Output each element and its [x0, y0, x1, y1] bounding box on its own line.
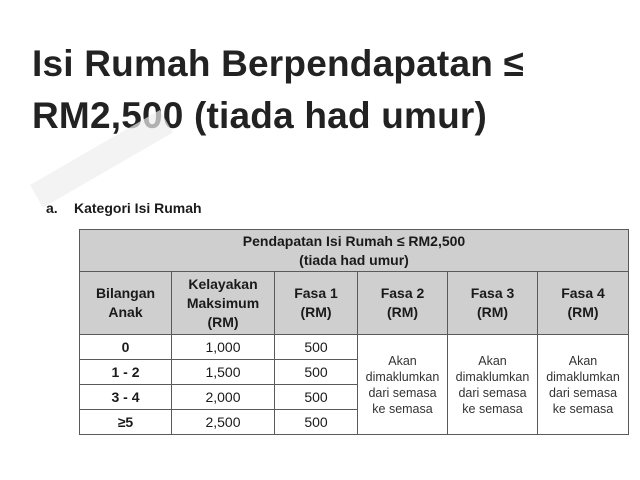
- title-line-2: RM2,500 (tiada had umur): [32, 95, 488, 136]
- column-header-phase-2: Fasa 2 (RM): [358, 272, 448, 335]
- cell-phase-2-note: Akan dimaklumkan dari semasa ke semasa: [358, 335, 448, 435]
- section-heading: [46, 200, 202, 216]
- cell-phase-1: 500: [275, 410, 358, 435]
- page-title: [32, 38, 622, 142]
- column-header-children: Bilangan Anak: [80, 272, 172, 335]
- cell-phase-1: 500: [275, 360, 358, 385]
- column-header-max-eligibility: Kelayakan Maksimum (RM): [172, 272, 275, 335]
- cell-phase-1: 500: [275, 385, 358, 410]
- cell-max-eligibility: 1,000: [172, 335, 275, 360]
- cell-children: 1 - 2: [80, 360, 172, 385]
- section-heading-text: Kategori Isi Rumah: [74, 200, 202, 216]
- cell-max-eligibility: 2,500: [172, 410, 275, 435]
- cell-children: 0: [80, 335, 172, 360]
- cell-max-eligibility: 2,000: [172, 385, 275, 410]
- section-marker: a.: [46, 200, 58, 216]
- title-line-1: Isi Rumah Berpendapatan ≤: [32, 43, 525, 84]
- table-top-header: Pendapatan Isi Rumah ≤ RM2,500 (tiada had umur): [80, 230, 629, 272]
- column-header-phase-4: Fasa 4 (RM): [538, 272, 629, 335]
- cell-phase-3-note: Akan dimaklumkan dari semasa ke semasa: [448, 335, 538, 435]
- table-row: [80, 335, 629, 360]
- cell-phase-1: 500: [275, 335, 358, 360]
- cell-max-eligibility: 1,500: [172, 360, 275, 385]
- cell-phase-4-note: Akan dimaklumkan dari semasa ke semasa: [538, 335, 629, 435]
- column-header-phase-3: Fasa 3 (RM): [448, 272, 538, 335]
- cell-children: ≥5: [80, 410, 172, 435]
- cell-children: 3 - 4: [80, 385, 172, 410]
- household-category-table: [79, 229, 629, 435]
- column-header-phase-1: Fasa 1 (RM): [275, 272, 358, 335]
